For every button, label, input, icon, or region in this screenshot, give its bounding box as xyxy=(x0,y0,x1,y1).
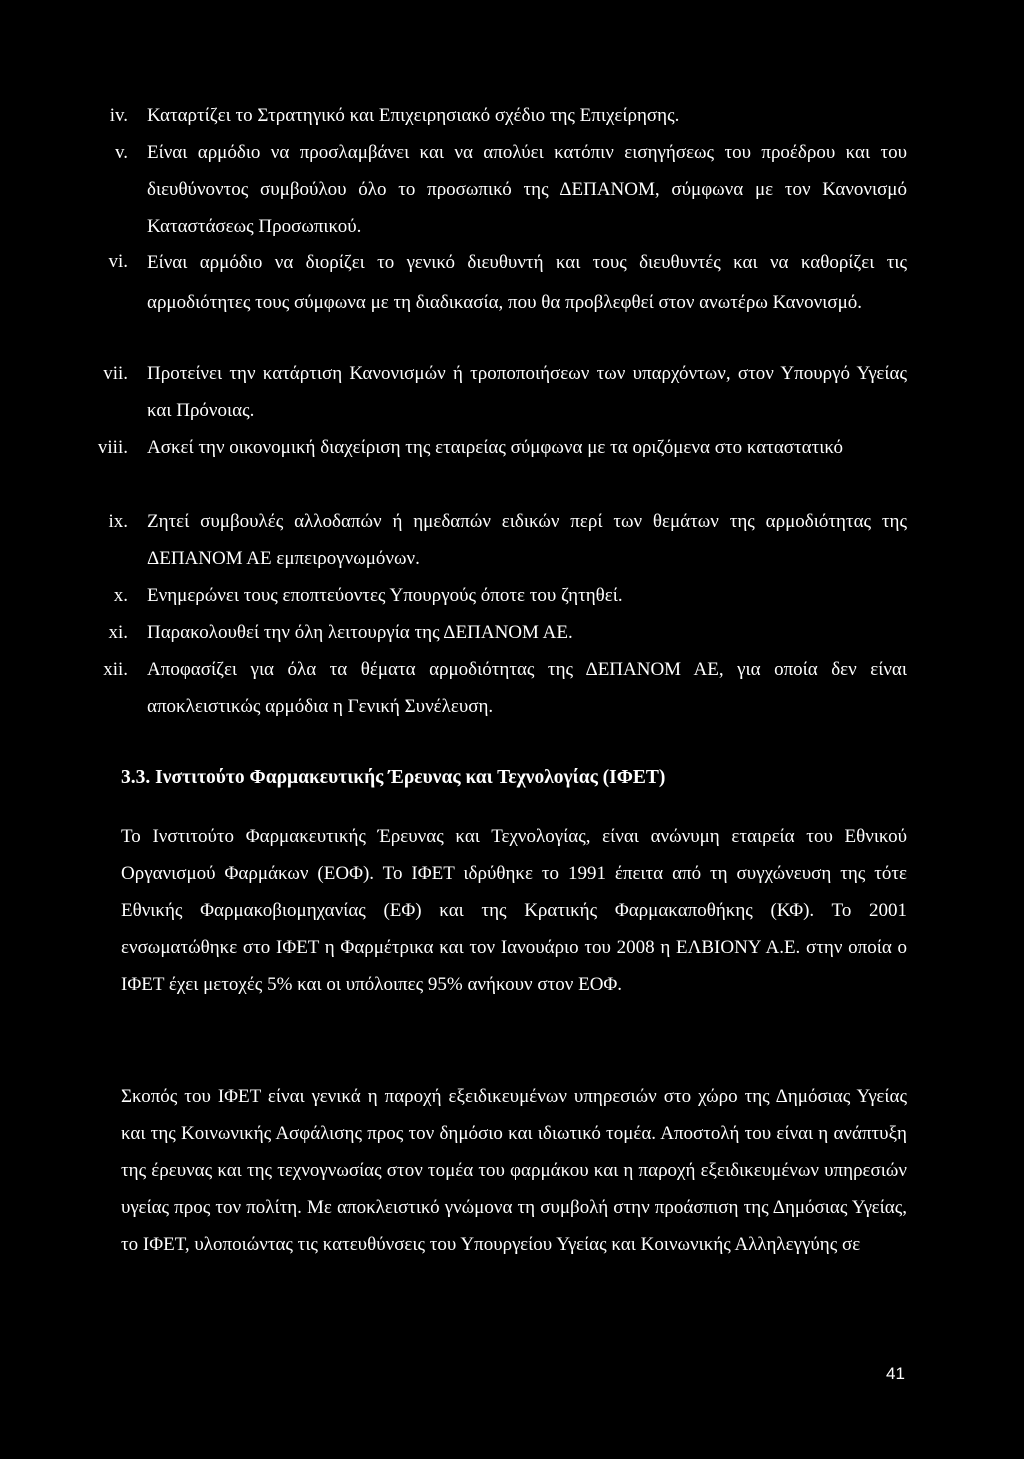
list-item-text: Ζητεί συμβουλές αλλοδαπών ή ημεδαπών ειδικών περί των θεμάτων της αρμοδιότητας της ΔΕΠΑΝΟΜ ΑΕ εμπειρογνωμόνων. xyxy=(147,511,907,569)
list-numeral: vii. xyxy=(103,363,128,384)
list-item-text: Ασκεί την οικονομική διαχείριση της εταιρείας σύμφωνα με τα οριζόμενα στο καταστατικό xyxy=(147,437,844,458)
list-numeral: x. xyxy=(113,585,128,606)
page-number: 41 xyxy=(886,1364,905,1383)
section-paragraph-intro: Το Ινστιτούτο Φαρμακευτικής Έρευνας και Τεχνολογίας, είναι ανώνυμη εταιρεία του Εθνικού Οργανισμού Φαρμάκων (ΕΟΦ). Το ΙΦΕΤ ιδρύθηκε το 1991 έπειτα από τη συγχώνευση της τότε Εθνικής Φαρμακοβιομηχανίας (ΕΦ) και της Κρατικής Φαρμακαποθήκης (ΚΦ). Το 2001 ενσωματώθηκε στο ΙΦΕΤ η Φαρμέτρικα και τον Ιανουάριο του 2008 η ΕΛΒΙΟΝΥ Α.Ε. στην οποία ο ΙΦΕΤ έχει μετοχές 5% και οι υπόλοιπες 95% ανήκουν στον ΕΟΦ. xyxy=(121,826,907,995)
list-item-text: Αποφασίζει για όλα τα θέματα αρμοδιότητας της ΔΕΠΑΝΟΜ ΑΕ, για οποία δεν είναι αποκλειστικώς αρμόδια η Γενική Συνέλευση. xyxy=(147,659,907,717)
list-numeral: viii. xyxy=(97,437,128,458)
list-item-text: Προτείνει την κατάρτιση Κανονισμών ή τροποποιήσεων των υπαρχόντων, στον Υπουργό Υγείας και Πρόνοιας. xyxy=(147,363,907,421)
list-item-text: Καταρτίζει το Στρατηγικό και Επιχειρησιακό σχέδιο της Επιχείρησης. xyxy=(147,105,680,126)
list-numeral: v. xyxy=(114,142,128,163)
section-heading: 3.3. Ινστιτούτο Φαρμακευτικής Έρευνας και Τεχνολογίας (ΙΦΕΤ) xyxy=(121,767,666,788)
list-numeral: iv. xyxy=(109,105,128,126)
list-item-text: Είναι αρμόδιο να προσλαμβάνει και να απολύει κατόπιν εισηγήσεως του προέδρου και του διευθύνοντος συμβούλου όλο το προσωπικό της ΔΕΠΑΝΟΜ, σύμφωνα με τον Κανονισμό Καταστάσεως Προσωπικού. xyxy=(147,142,907,237)
list-numeral: vi. xyxy=(108,251,128,272)
section-paragraph-purpose: Σκοπός του ΙΦΕΤ είναι γενικά η παροχή εξειδικευμένων υπηρεσιών στο χώρο της Δημόσιας Υγείας και της Κοινωνικής Ασφάλισης προς τον δημόσιο και ιδιωτικό τομέα. Αποστολή του είναι η ανάπτυξη της έρευνας και της τεχνογνωσίας στον τομέα του φαρμάκου και η παροχή εξειδικευμένων υπηρεσιών υγείας προς τον πολίτη. Με αποκλειστικό γνώμονα τη συμβολή στην προάσπιση της Δημόσιας Υγείας, το ΙΦΕΤ, υλοποιώντας τις κατευθύνσεις του Υπουργείου Υγείας και Κοινωνικής Αλληλεγγύης σε xyxy=(121,1086,907,1255)
list-numeral: xii. xyxy=(103,659,128,680)
list-numeral: xi. xyxy=(108,622,128,643)
list-numeral: ix. xyxy=(108,511,128,532)
list-item-text: Παρακολουθεί την όλη λειτουργία της ΔΕΠΑΝΟΜ ΑΕ. xyxy=(147,622,573,643)
list-item-text: Ενημερώνει τους εποπτεύοντες Υπουργούς όποτε του ζητηθεί. xyxy=(147,585,623,606)
list-item-text: Είναι αρμόδιο να διορίζει το γενικό διευθυντή και τους διευθυντές και να καθορίζει τις αρμοδιότητες τους σύμφωνα με τη διαδικασία, που θα προβλεφθεί στον ανωτέρω Κανονισμό. xyxy=(147,252,907,313)
